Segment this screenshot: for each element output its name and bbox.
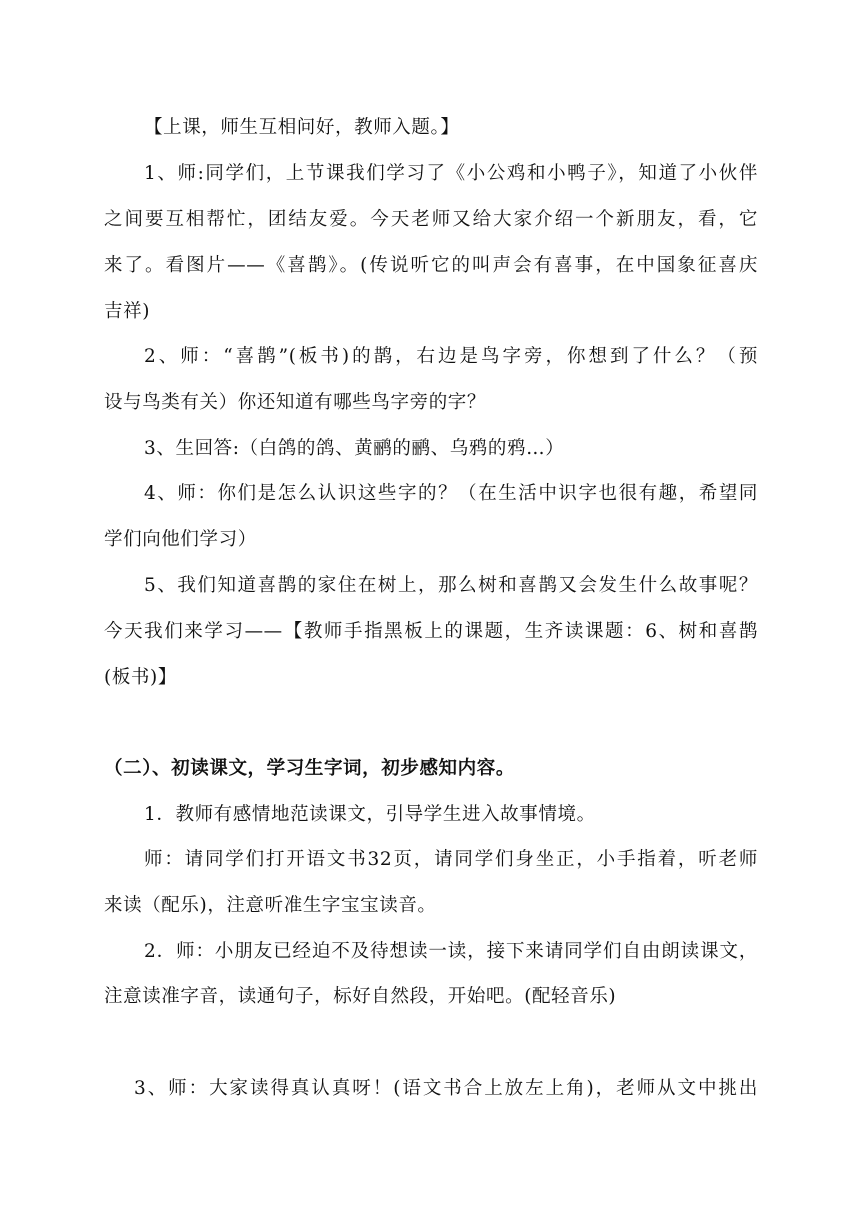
step-3-line-1: 3、师：大家读得真认真呀！(语文书合上放左上角)，老师从文中挑出 [134,1078,758,1099]
paragraph-2-line-2: 设与鸟类有关）你还知道有哪些鸟字旁的字？ [104,392,487,413]
paragraph-1-line-1: 1、师:同学们，上节课我们学习了《小公鸡和小鸭子》，知道了小伙伴 [144,163,758,184]
paragraph-5-line-3: (板书)】 [104,667,177,688]
step-1-heading: 1．教师有感情地范读课文，引导学生进入故事情境。 [144,804,596,825]
paragraph-5-line-1: 5、我们知道喜鹊的家住在树上，那么树和喜鹊又会发生什么故事呢？ [144,575,758,596]
paragraph-1-line-4: 吉祥) [104,301,151,322]
paragraph-5-line-2: 今天我们来学习——【教师手指黑板上的课题，生齐读课题：6、树和喜鹊 [104,621,758,642]
paragraph-2-line-1: 2、师：“喜鹊”(板书)的鹊，右边是鸟字旁，你想到了什么？（预 [144,346,758,367]
step-2-line-1: 2．师：小朋友已经迫不及待想读一读，接下来请同学们自由朗读课文， [144,941,758,962]
classroom-opening-note: 【上课，师生互相问好，教师入题。】 [144,117,460,138]
paragraph-1-line-3: 来了。看图片——《喜鹊》。(传说听它的叫声会有喜事，在中国象征喜庆 [104,255,758,276]
step-2-line-2: 注意读准字音，读通句子，标好自然段，开始吧。(配轻音乐) [104,986,617,1007]
step-1-line-1: 师：请同学们打开语文书32页，请同学们身坐正，小手指着，听老师 [144,849,758,870]
paragraph-1-line-2: 之间要互相帮忙，团结友爱。今天老师又给大家介绍一个新朋友，看，它 [104,209,758,230]
section-heading: （二）、初读课文，学习生字词，初步感知内容。 [104,758,515,779]
paragraph-4-line-2: 学们向他们学习） [104,529,257,550]
paragraph-3: 3、生回答:（白鸽的鸽、黄鹂的鹂、乌鸦的鸦…） [144,438,565,459]
paragraph-4-line-1: 4、师：你们是怎么认识这些字的？（在生活中识字也很有趣，希望同 [144,483,758,504]
step-1-line-2: 来读（配乐)，注意听准生字宝宝读音。 [104,895,437,916]
